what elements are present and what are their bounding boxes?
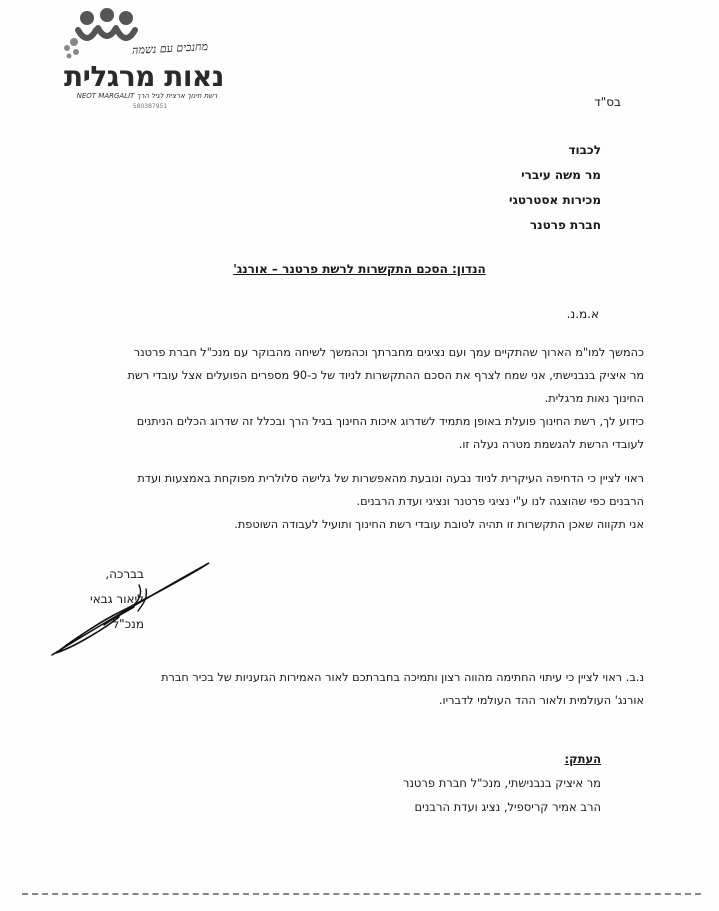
- subject-line: הנדון: הסכם התקשרות לרשת פרטנר – אורנג': [233, 262, 486, 276]
- recipient-role: מכירות אסטרטגי: [508, 193, 601, 207]
- postscript-line: אורנג' העולמית ולאור ההד העולמי לדבריו.: [438, 694, 644, 707]
- cc-title: העתק:: [564, 752, 601, 766]
- recipient-block: [281, 138, 601, 238]
- postscript-line: נ.ב. ראוי לציין כי עיתוי החתימה מהווה רצון ותמיכה בחברתכם לאור האמירות הגזעניות של בכיר חברת: [161, 671, 644, 684]
- logo-subtitle: NEOT MARGALIT רשת חינוך ארצית לגיל הרך: [76, 92, 218, 100]
- body-line: אני תקווה שאכן התקשרות זו תהיה לטובת עובדי רשת החינוך ותועיל לעבודה השוטפת.: [234, 518, 644, 531]
- body-paragraph-2: [64, 467, 644, 536]
- recipient-to: לכבוד: [568, 143, 601, 157]
- postscript: [64, 666, 644, 712]
- greeting: א.מ.נ.: [566, 307, 599, 321]
- cc-line: הרב אמיר קריספיל, נציג ועדת הרבנים: [414, 800, 601, 814]
- body-line: ראוי לציין כי הדחיפה העיקרית לניוד נבעה ונובעת מהאפשרות של גלישה סלולרית מפוקחת באמצעות ועדת: [137, 472, 644, 485]
- logo-code: 580387951: [132, 103, 168, 110]
- recipient-name: מר משה עיברי: [521, 168, 601, 182]
- logo-slogan: מחנכים עם נשמה: [131, 40, 209, 57]
- body-line: כהמשך למו"מ הארוך שהתקיים עמך ועם נציגים מחברתך וכהמשך לשיחה מהבוקר עם מנכ"ל חברת פרטנר: [133, 346, 644, 359]
- signer-name: ליאור גבאי: [90, 592, 144, 606]
- logo-title: נאות מרגלית: [64, 60, 224, 93]
- signer-title: מנכ"ל: [112, 617, 144, 631]
- organization-logo: [50, 8, 240, 108]
- closing-regards: בברכה,: [105, 567, 144, 581]
- bsd-header: בס"ד: [594, 95, 621, 109]
- body-line: לעובדי הרשת להגשמת מטרה נעלה זו.: [458, 438, 644, 451]
- body-line: הרבנים כפי שהוצגה לנו ע"י נציגי פרטנר ונציגי ועדת הרבנים.: [356, 495, 644, 508]
- recipient-company: חברת פרטנר: [529, 218, 601, 232]
- body-line: החינוך נאות מרגלית.: [544, 392, 644, 405]
- body-paragraph-1: [64, 341, 644, 456]
- handwritten-signature: [44, 555, 214, 660]
- body-line: כידוע לך, רשת החינוך פועלת באופן מתמיד לשדרוג איכות החינוך בגיל הרך ובכלל זה שדרוג הכלים הניתנים: [136, 415, 644, 428]
- cc-block: [281, 747, 601, 819]
- scan-edge-divider: [22, 893, 701, 901]
- body-line: מר איציק בנבנישתי, אני שמח לצרף את הסכם ההתקשרות לניוד של כ-90 מספרים הפועלים אצל עובדי רשת: [127, 369, 644, 382]
- cc-line: מר איציק בנבנישתי, מנכ"ל חברת פרטנר: [402, 776, 601, 790]
